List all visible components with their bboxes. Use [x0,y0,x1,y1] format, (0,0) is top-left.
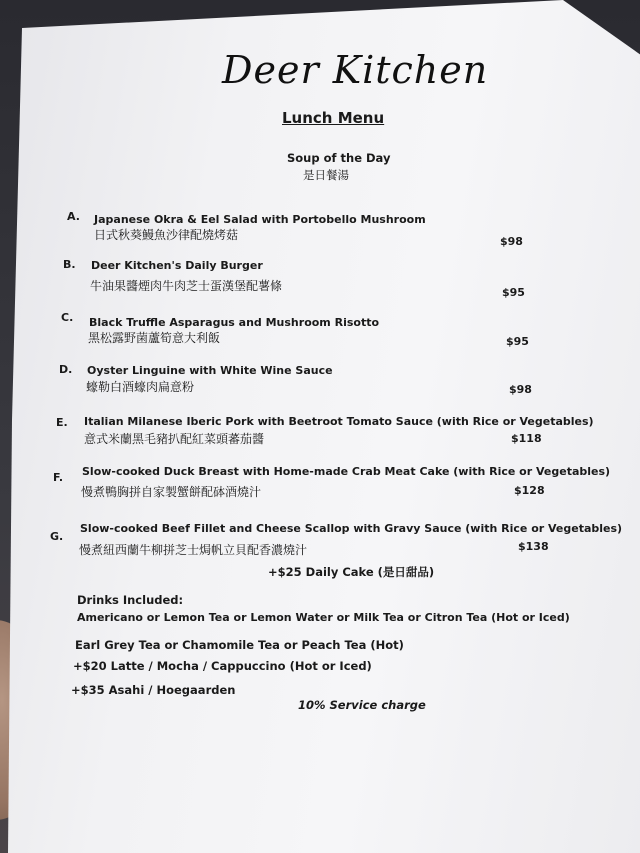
soup-chinese: 是日餐湯 [303,168,349,182]
item-letter: G. [50,530,64,543]
dessert-line: +$25 Daily Cake (是日甜品) [268,565,435,579]
item-letter: B. [63,258,76,271]
item-name-zh: 慢煮紐西蘭牛柳拼芝士焗帆立貝配香濃燒汁 [79,543,308,557]
soup-english: Soup of the Day [287,151,391,165]
item-name-en: Deer Kitchen's Daily Burger [91,259,263,272]
item-name-en: Oyster Linguine with White Wine Sauce [87,364,333,377]
item-name-en: Italian Milanese Iberic Pork with Beetroot Tomato Sauce (with Rice or Vegetables) [84,415,594,428]
drinks-line: +$20 Latte / Mocha / Cappuccino (Hot or Iced) [73,659,372,673]
item-letter: D. [59,363,73,376]
drinks-line: Earl Grey Tea or Chamomile Tea or Peach Tea (Hot) [75,638,404,652]
service-charge: 10% Service charge [298,698,426,712]
item-name-en: Slow-cooked Beef Fillet and Cheese Scallop with Gravy Sauce (with Rice or Vegetables) [80,522,623,535]
restaurant-title: Deer Kitchen [222,48,489,92]
item-price: $128 [514,484,545,497]
item-name-zh: 黑松露野菌蘆筍意大利飯 [88,331,221,345]
item-letter: A. [67,210,80,223]
item-name-zh: 日式秋葵鰻魚沙律配燒烤菇 [94,228,239,242]
menu-subtitle: Lunch Menu [282,109,385,127]
item-name-zh: 牛油果醬煙肉牛肉芝士蛋漢堡配薯條 [90,279,283,293]
item-price: $98 [500,235,523,248]
drinks-line: Americano or Lemon Tea or Lemon Water or Milk Tea or Citron Tea (Hot or Iced) [77,611,570,624]
item-name-zh: 蠔勒白酒蠔肉扁意粉 [86,380,195,394]
item-name-en: Japanese Okra & Eel Salad with Portobello Mushroom [94,213,426,226]
item-name-en: Black Truffle Asparagus and Mushroom Risotto [89,316,380,329]
item-price: $98 [509,383,532,396]
item-letter: E. [56,416,68,429]
item-name-zh: 慢煮鴨胸拼自家製蟹餅配砵酒燒汁 [81,485,262,499]
item-name-en: Slow-cooked Duck Breast with Home-made Crab Meat Cake (with Rice or Vegetables) [82,465,611,478]
item-price: $95 [502,286,525,299]
item-price: $118 [511,432,542,445]
item-price: $138 [518,540,549,553]
item-letter: C. [61,311,74,324]
item-letter: F. [53,471,64,484]
drinks-line: +$35 Asahi / Hoegaarden [71,683,236,697]
item-name-zh: 意式米蘭黑毛豬扒配紅菜頭蕃茄醬 [84,432,265,446]
drinks-heading: Drinks Included: [77,593,184,607]
item-price: $95 [506,335,529,348]
